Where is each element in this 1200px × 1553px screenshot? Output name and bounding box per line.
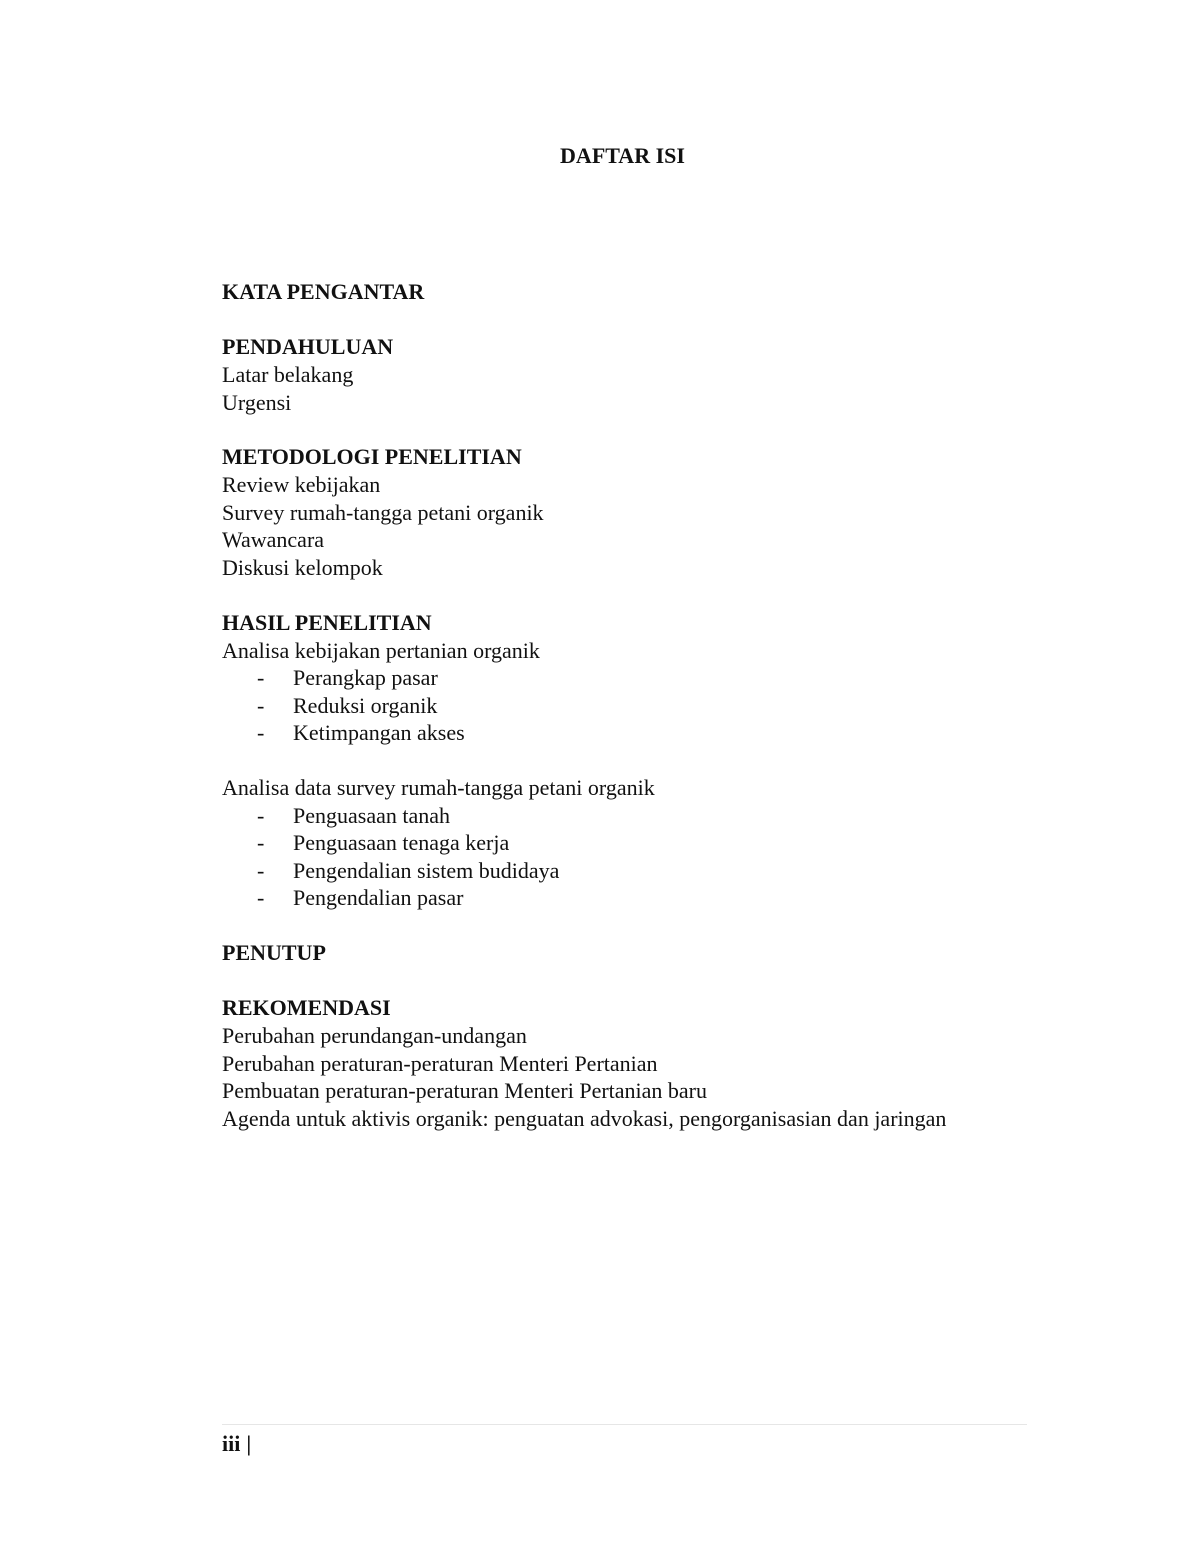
list-item [222,884,1022,912]
bullet-dash: - [257,665,265,691]
toc-entry: Review kebijakan [222,472,381,498]
page-number-separator: | [246,1431,252,1456]
section-penutup [222,939,1022,967]
section-hasil [222,609,1022,912]
section-heading: METODOLOGI PENELITIAN [222,444,522,470]
toc-entry: Pembuatan peraturan-peraturan Menteri Pertanian baru [222,1078,708,1104]
toc-entry: Diskusi kelompok [222,554,383,580]
toc-entry: Urgensi [222,389,292,415]
bullet-dash: - [257,720,265,746]
section-heading: REKOMENDASI [222,994,391,1020]
table-of-contents [222,278,1022,1159]
subsection-label: Analisa kebijakan pertanian organik [222,637,540,663]
list-item [222,802,1022,830]
list-item [222,664,1022,692]
section-rekomendasi [222,994,1022,1132]
list-item-text: Penguasaan tenaga kerja [293,830,510,856]
list-item [222,719,1022,747]
list-item-text: Perangkap pasar [293,665,438,691]
section-heading: KATA PENGANTAR [222,279,425,304]
list-item [222,829,1022,857]
toc-entry: Latar belakang [222,362,354,387]
section-heading: PENDAHULUAN [222,334,394,359]
bullet-dash: - [257,802,265,828]
page-number [222,1430,251,1458]
list-item-text: Pengendalian sistem budidaya [293,857,560,883]
list-item [222,692,1022,720]
section-pendahuluan [222,333,1022,416]
footer-divider [222,1424,1027,1425]
list-item-text: Ketimpangan akses [293,720,465,746]
bullet-list [222,664,1022,747]
bullet-dash: - [257,857,265,883]
toc-entry: Wawancara [222,527,325,553]
section-metodologi [222,443,1022,581]
section-kata-pengantar [222,278,1022,306]
toc-entry: Agenda untuk aktivis organik: penguatan advokasi, pengorganisasian dan jaringan [222,1105,947,1131]
subsection-label: Analisa data survey rumah-tangga petani organik [222,774,655,800]
bullet-dash: - [257,830,265,856]
section-heading: HASIL PENELITIAN [222,609,432,635]
list-item-text: Pengendalian pasar [293,885,464,911]
toc-entry: Perubahan perundangan-undangan [222,1022,527,1048]
bullet-list [222,802,1022,912]
list-item-text: Reduksi organik [293,692,438,718]
list-item-text: Penguasaan tanah [293,802,450,828]
toc-entry: Perubahan peraturan-peraturan Menteri Pertanian [222,1050,658,1076]
section-heading: PENUTUP [222,939,326,965]
page-number-text: iii [222,1431,241,1456]
bullet-dash: - [257,885,265,911]
toc-entry: Survey rumah-tangga petani organik [222,499,544,525]
bullet-dash: - [257,692,265,718]
page-title: DAFTAR ISI [560,143,685,168]
list-item [222,857,1022,885]
